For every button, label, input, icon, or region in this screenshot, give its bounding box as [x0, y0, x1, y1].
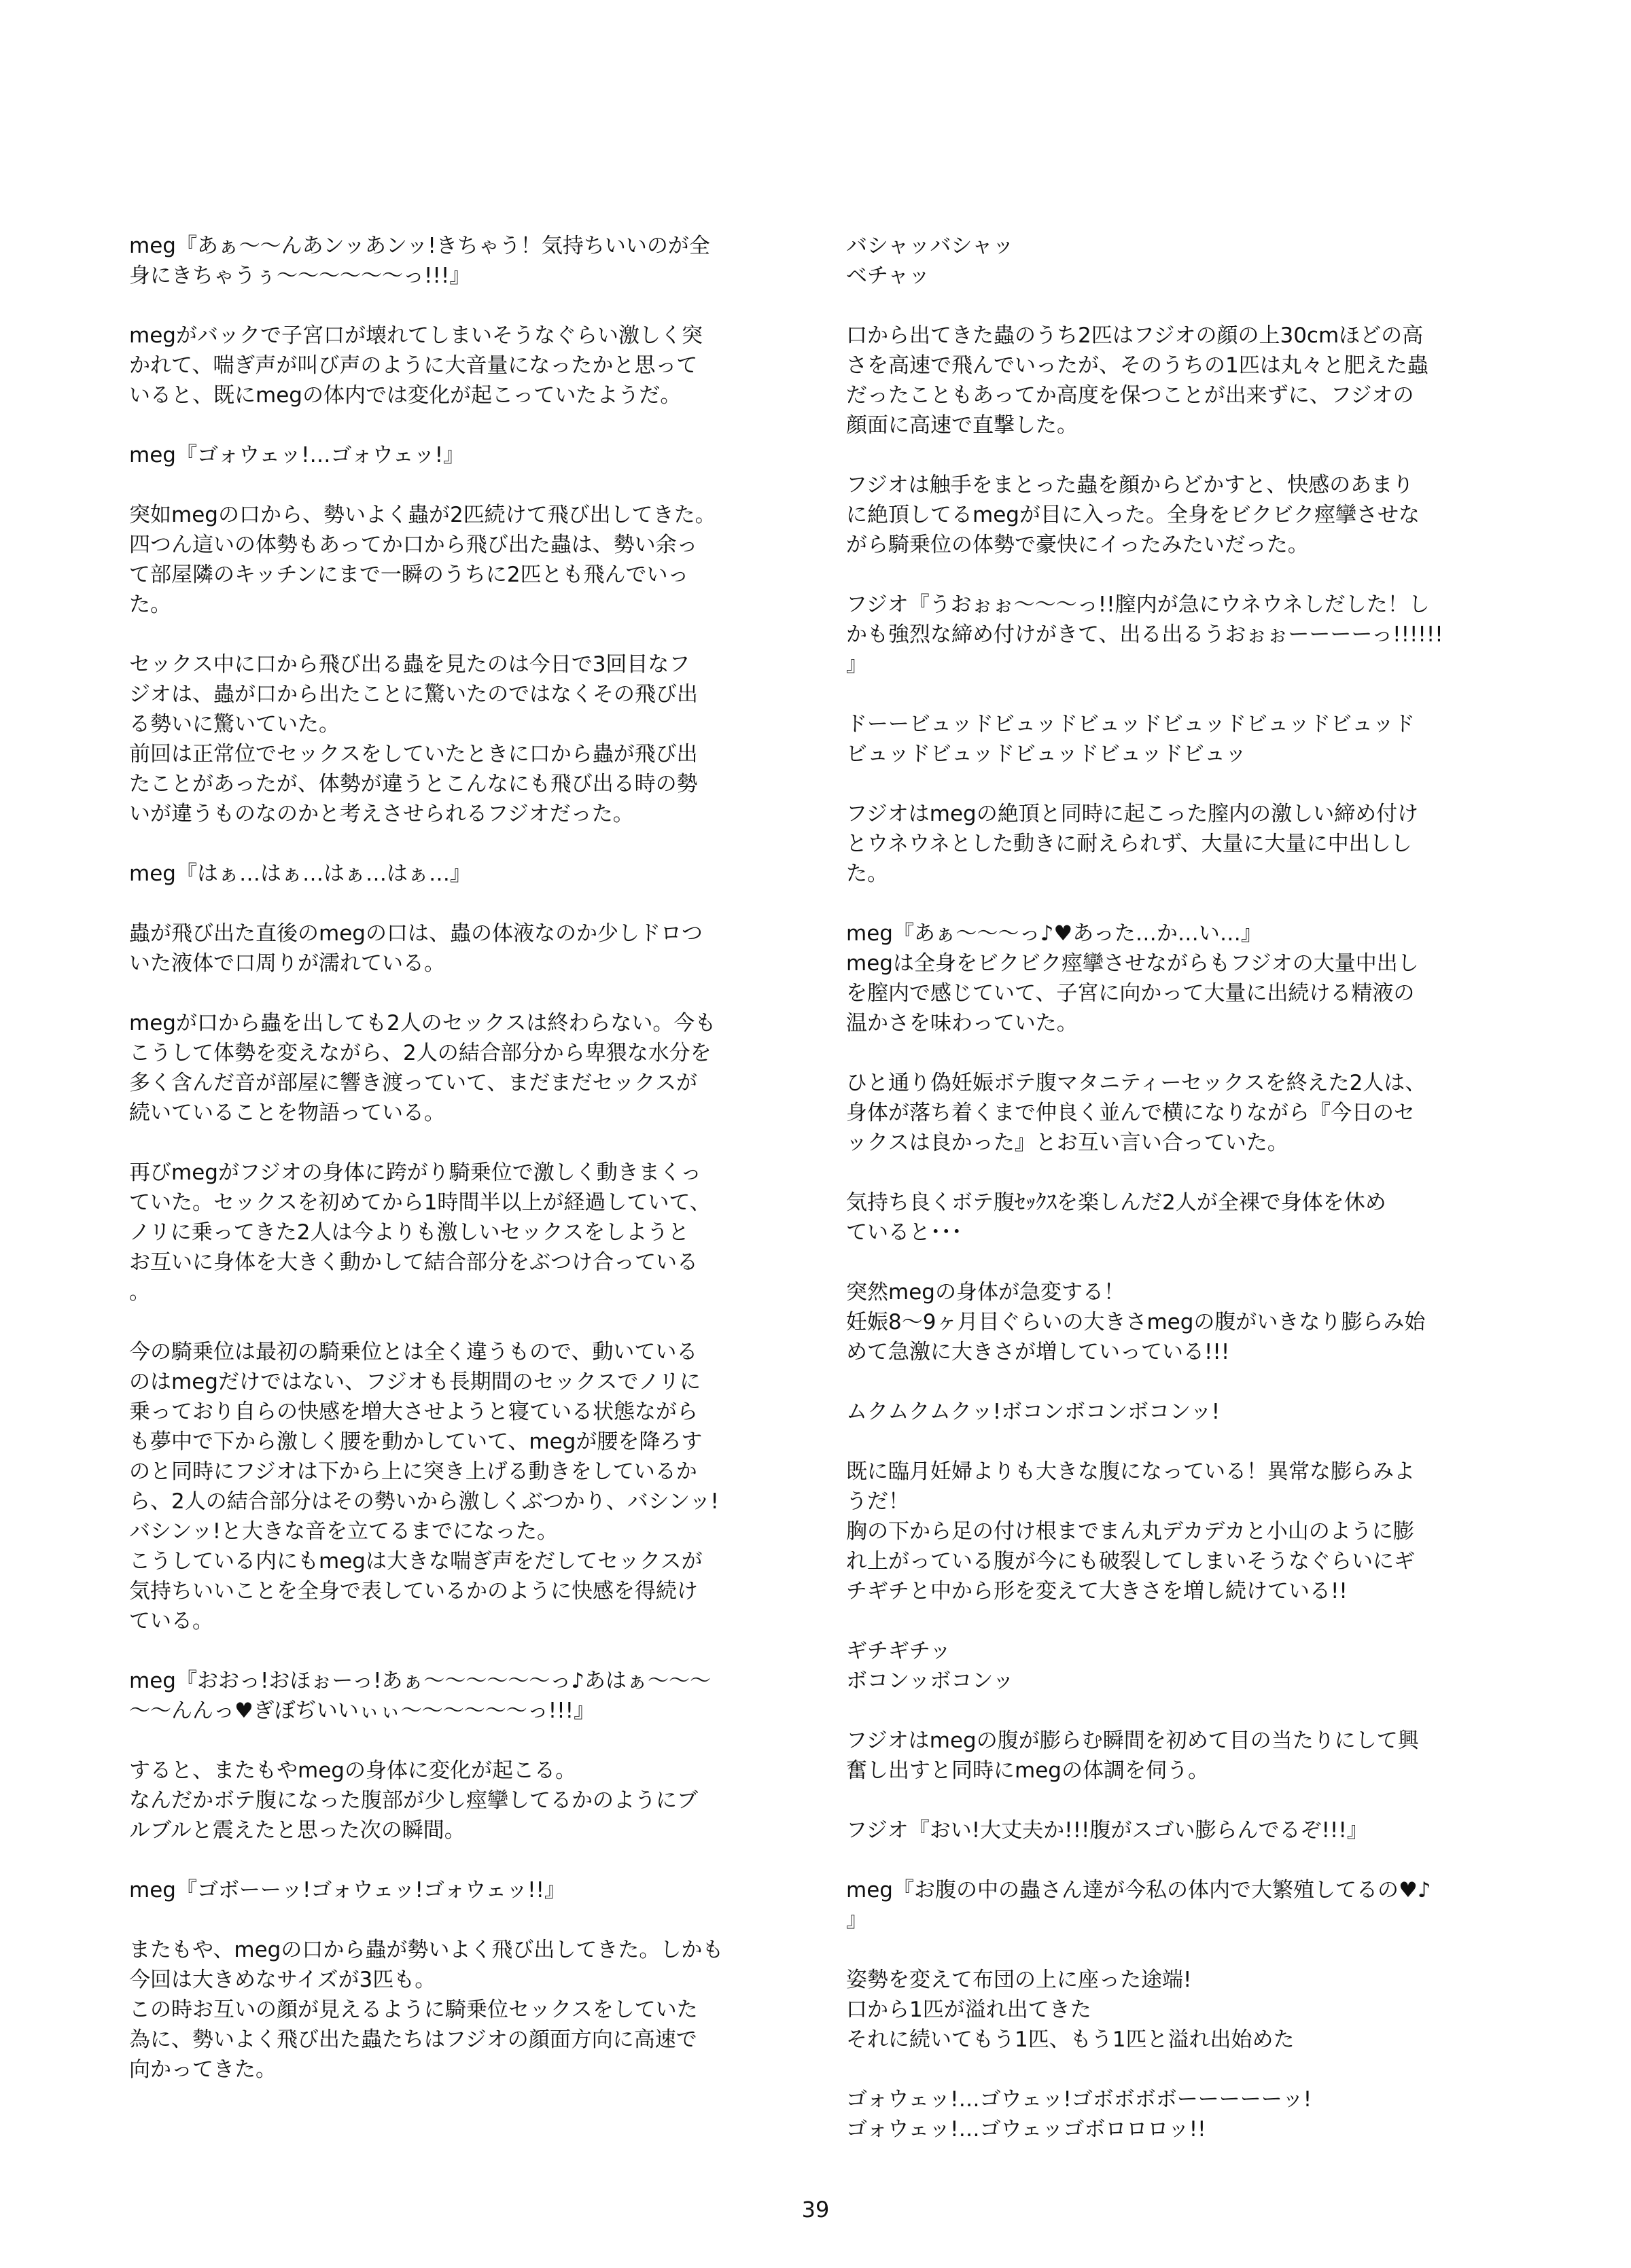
paragraph: meg『ゴォウェッ!…ゴォウェッ!』 — [129, 443, 465, 467]
paragraph: セックス中に口から飛び出る蟲を見たのは今日で3回目なフ ジオは、蟲が口から出たことに驚いたのではなくその飛び出 る勢いに驚いていた。 前回は正常位でセックスをしていたときに口から蟲が飛び出 たことがあったが、体勢が違うとこんなにも飛び出る時の勢 いが違うものなのかと考えさせられるフジオだった。 — [129, 652, 698, 826]
paragraph: meg『あぁ～～んあンッあンッ!きちゃう！気持ちいいのが全 身にきちゃうぅ～～～～～～っ!!!』 — [129, 234, 710, 288]
paragraph: フジオはmegの腹が膨らむ瞬間を初めて目の当たりにして興 奮し出すと同時にmegの体調を伺う。 — [846, 1729, 1419, 1783]
paragraph: またもや、megの口から蟲が勢いよく飛び出してきた。しかも 今回は大きめなサイズが3匹も。 この時お互いの顔が見えるように騎乗位セックスをしていた 為に、勢いよく飛び出た蟲たちはフジオの顔面方向に高速で 向かってきた。 — [129, 1938, 724, 2082]
paragraph: meg『あぁ～～～っ♪♥あった…か…い…』 megは全身をビクビク痙攣させながらもフジオの大量中出し を膣内で感じていて、子宮に向かって大量に出続ける精液の 温かさを味わっていた。 — [846, 921, 1419, 1035]
paragraph: フジオはmegの絶頂と同時に起こった膣内の激しい締め付け とウネウネとした動きに耐えられず、大量に大量に中出しし た。 — [846, 802, 1419, 886]
paragraph: フジオ『おい!大丈夫か!!!腹がスゴい膨らんでるぞ!!!』 — [846, 1818, 1368, 1843]
paragraph: meg『お腹の中の蟲さん達が今私の体内で大繁殖してるの♥♪ 』 — [846, 1878, 1431, 1932]
paragraph: ひと通り偽妊娠ボテ腹マタニティーセックスを終えた2人は、 身体が落ち着くまで仲良く並んで横になりながら『今日のセ ックスは良かった』とお互い言い合っていた。 — [846, 1071, 1426, 1155]
paragraph: meg『ゴボーーッ!ゴォウェッ!ゴォウェッ!!』 — [129, 1878, 565, 1902]
paragraph: 気持ち良くボテ腹ｾｯｸｽを楽しんだ2人が全裸で身体を休め ていると･･･ — [846, 1190, 1386, 1245]
paragraph: 再びmegがフジオの身体に跨がり騎乗位で激しく動きまくっ ていた。セックスを初めてから1時間半以上が経過していて、 ノリに乗ってきた2人は今よりも激しいセックスをしようと お互いに身体を大きく動かして結合部分をぶつけ合っている 。 — [129, 1160, 711, 1305]
paragraph: 突如megの口から、勢いよく蟲が2匹続けて飛び出してきた。 四つん這いの体勢もあってか口から飛び出た蟲は、勢い余っ て部屋隣のキッチンにまで一瞬のうちに2匹とも飛んでいっ た。 — [129, 503, 716, 617]
paragraph: ムクムクムクッ!ボコンボコンボコンッ! — [846, 1400, 1220, 1424]
right-text-column — [846, 231, 1526, 2174]
paragraph: 口から出てきた蟲のうち2匹はフジオの顔の上30cmほどの高 さを高速で飛んでいったが、そのうちの1匹は丸々と肥えた蟲 だったこともあってか高度を保つことが出来ずに、フジオの 顔面に高速で直撃した。 — [846, 323, 1428, 438]
paragraph: すると、またもやmegの身体に変化が起こる。 なんだかボテ腹になった腹部が少し痙攣してるかのようにブ ルブルと震えたと思った次の瞬間。 — [129, 1758, 698, 1843]
paragraph: meg『はぁ…はぁ…はぁ…はぁ…』 — [129, 862, 471, 886]
left-text-column — [129, 231, 809, 2114]
paragraph: ドーービュッドビュッドビュッドビュッドビュッドビュッド ビュッドビュッドビュッドビュッドビュッ — [846, 712, 1415, 766]
page-number: 39 — [801, 2197, 830, 2222]
paragraph: フジオ『うおぉぉ～～～っ!!膣内が急にウネウネしだした！し かも強烈な締め付けがきて、出る出るうおぉぉーーーーっ!!!!!! 』 — [846, 592, 1443, 677]
paragraph: 突然megの身体が急変する！ 妊娠8～9ヶ月目ぐらいの大きさmegの腹がいきなり膨らみ始 めて急激に大きさが増していっている!!! — [846, 1280, 1426, 1364]
paragraph: 既に臨月妊婦よりも大きな腹になっている！異常な膨らみよ うだ！ 胸の下から足の付け根までまん丸デカデカと小山のように膨 れ上がっている腹が今にも破裂してしまいそうなぐらいにギ チギチと中から形を変えて大きさを増し続けている!! — [846, 1459, 1415, 1603]
paragraph: meg『おおっ!おほぉーっ!あぁ～～～～～～っ♪あはぁ～～～ ～～んんっ♥ぎぼぢいいぃぃ～～～～～～っ!!!』 — [129, 1669, 712, 1723]
paragraph: 蟲が飛び出た直後のmegの口は、蟲の体液なのか少しドロつ いた液体で口周りが濡れている。 — [129, 921, 703, 976]
paragraph: フジオは触手をまとった蟲を顔からどかすと、快感のあまり に絶頂してるmegが目に入った。全身をビクビク痙攣させな がら騎乗位の体勢で豪快にイったみたいだった。 — [846, 473, 1420, 557]
paragraph: 今の騎乗位は最初の騎乗位とは全く違うもので、動いている のはmegだけではない、フジオも長期間のセックスでノリに 乗っており自らの快感を増大させようと寝ている状態ながら も夢中で下から激しく腰を動かしていて、megが腰を降ろす のと同時にフジオは下から上に突き上げる動きをしているか ら、2人の結合部分はその勢いから激しくぶつかり、バシンッ! バシンッ!と大きな音を立てるまでになった。 こうしている内にもmegは大きな喘ぎ声をだしてセックスが 気持ちいいことを全身で表しているかのように快感を得続け ている。 — [129, 1340, 719, 1633]
paragraph: 姿勢を変えて布団の上に座った途端! 口から1匹が溢れ出てきた それに続いてもう1匹、もう1匹と溢れ出始めた — [846, 1968, 1295, 2052]
paragraph: megがバックで子宮口が壊れてしまいそうなぐらい激しく突 かれて、喘ぎ声が叫び声のように大音量になったかと思って いると、既にmegの体内では変化が起こっていたようだ。 — [129, 323, 703, 408]
paragraph: ギチギチッ ボコンッボコンッ — [846, 1639, 1014, 1693]
paragraph: バシャッバシャッ ベチャッ — [846, 234, 1014, 288]
paragraph: ゴォウェッ!…ゴウェッ!ゴボボボボーーーーーッ! ゴォウェッ!…ゴウェッゴボロロロッ!! — [846, 2087, 1312, 2142]
paragraph: megが口から蟲を出しても2人のセックスは終わらない。今も こうして体勢を変えながら、2人の結合部分から卑猥な水分を 多く含んだ音が部屋に響き渡っていて、まだまだセックスが 続いていることを物語っている。 — [129, 1011, 716, 1125]
